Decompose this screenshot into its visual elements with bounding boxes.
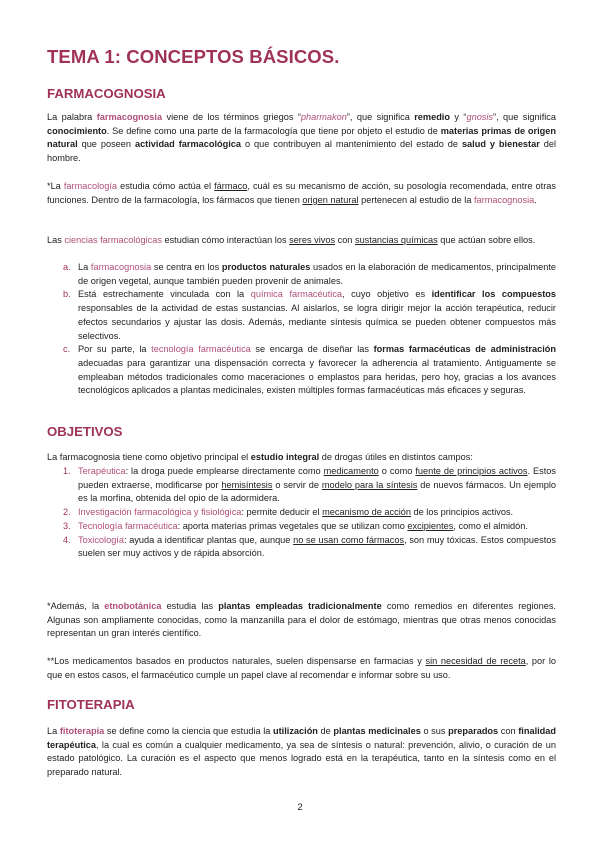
page-title: TEMA 1: CONCEPTOS BÁSICOS.	[47, 46, 340, 67]
list-item: 2. Investigación farmacológica y fisiológica: permite deducir el mecanismo de acción de los principios activos.	[63, 507, 514, 518]
paragraph-farmacologia: *La farmacología estudia cómo actúa el fármaco, cuál es su mecanismo de acción, su posología recomendada, entre otras funciones. Dentro de la farmacología, los fármacos que tienen origen natural pertenecen al estudio de la farmacognosia.	[47, 181, 556, 205]
paragraph-etnobotanica: *Además, la etnobotánica estudia las plantas empleadas tradicionalmente como remedios en diferentes regiones. Algunas son ampliamente conocidas, como la manzanilla para el dolor de estómago, mientras que otras menos conocidas representan un gran interés científico.	[47, 601, 556, 639]
related-sciences-list	[47, 261, 556, 398]
paragraph-fitoterapia: La fitoterapia se define como la ciencia que estudia la utilización de plantas medicinales o sus preparados con finalidad terapéutica, la cual es común a cualquier medicamento, ya sea de síntesis o natural: prevención, alivio, o curación de un estado patológico. La curación es el aspecto que menos logrado está en la terapéutica, tanto en la síntesis como en el preparado natural.	[47, 726, 557, 778]
list-item: 1. Terapéutica: la droga puede emplearse directamente como medicamento o como fuente de principios activos. Estos pueden extraerse, modificarse por hemisíntesis o servir de modelo para la síntesis de nuevos fármacos. Un ejemplo es la morfina, obtenida del opio de la adormidera.	[63, 466, 557, 504]
paragraph-objetivos: La farmacognosia tiene como objetivo principal el estudio integral de drogas útiles en distintos campos:	[47, 452, 473, 462]
list-item: 4. Toxicología: ayuda a identificar plantas que, aunque no se usan como fármacos, son muy tóxicas. Estos compuestos suelen ser muy activos y de rápida absorción.	[63, 534, 556, 559]
list-item: b. Está estrechamente vinculada con la química farmacéutica, cuyo objetivo es identificar los compuestos responsables de la actividad de estas sustancias. Al aislarlos, se logra dirigir mejor la acción terapéutica, reducir efectos secundarios y ajustar las dosis. Además, mediante síntesis química se pueden obtener compuestos más selectivos.	[63, 289, 556, 341]
list-item: c. Por su parte, la tecnología farmacéutica se encarga de diseñar las formas farmacéuticas de administración adecuadas para garantizar una dispensación correcta y favorecer la adherencia al tratamiento. Antiguamente se empleaban métodos tradicionales como maceraciones o emplastos para heridas, pero hoy, gracias a los avances tecnológicos aplicados a plantas medicinales, existen múltiples formas farmacéuticas más eficaces y seguras.	[63, 344, 556, 396]
paragraph-definition: La palabra farmacognosia viene de los términos griegos “pharmakon”, que significa remedio y “gnosis”, que significa conocimiento. Se define como una parte de la farmacología que tiene por objeto el estudio de materias primas de origen natural que poseen actividad farmacológica o que contribuyen al mantenimiento del estado de salud y bienestar del hombre.	[47, 112, 556, 164]
list-item: a. La farmacognosia se centra en los productos naturales usados en la elaboración de medicamentos, principalmente de origen vegetal, aunque también pueden provenir de animales.	[63, 262, 556, 286]
section-heading-objetivos: OBJETIVOS	[47, 424, 123, 439]
objectives-list	[47, 465, 556, 561]
section-heading-fitoterapia: FITOTERAPIA	[47, 697, 135, 712]
list-item: 3. Tecnología farmacéutica: aporta materias primas vegetales que se utilizan como excipientes, como el almidón.	[63, 520, 528, 531]
section-heading-farmacognosia: FARMACOGNOSIA	[47, 86, 166, 101]
page-number: 2	[297, 802, 303, 813]
paragraph-ciencias: Las ciencias farmacológicas estudian cómo interactúan los seres vivos con sustancias químicas que actúan sobre ellos.	[47, 235, 536, 245]
paragraph-dispensacion: **Los medicamentos basados en productos naturales, suelen dispensarse en farmacias y sin necesidad de receta, por lo que en estos casos, el farmacéutico cumple un papel clave al recomendar e informar sobre su uso.	[47, 656, 556, 680]
